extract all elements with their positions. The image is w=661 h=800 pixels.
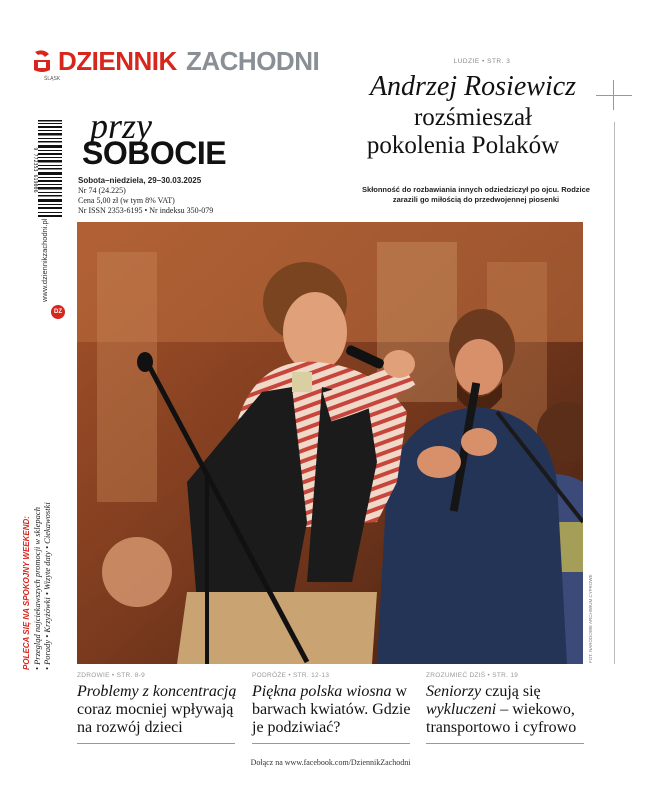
teaser-zdrowie[interactable] xyxy=(77,672,237,744)
cover-headline-name[interactable]: Andrzej Rosiewicz xyxy=(369,71,577,102)
brand-zachodni[interactable]: ZACHODNI xyxy=(186,46,320,76)
site-url[interactable]: www.dziennikzachodni.pl xyxy=(40,218,49,302)
brand-dziennik[interactable]: DZIENNIK xyxy=(58,46,177,76)
promo-item-1: • Przegląd najciekawszych promocji w sklepach xyxy=(32,507,42,670)
barcode-icon xyxy=(28,120,62,218)
teaser-title[interactable]: Seniorzy czują się wykluczeni – wiekowo, transportowo i cyfrowo xyxy=(426,683,577,736)
dz-logo-icon xyxy=(32,48,54,74)
issue-price: Cena 5,00 zł (w tym 8% VAT) xyxy=(78,196,175,205)
edition-label: ŚLĄSK xyxy=(44,76,61,82)
teaser-kicker: ZROZUMIEĆ DZIŚ • STR. 19 xyxy=(426,672,519,679)
right-divider xyxy=(614,122,615,664)
cover-kicker[interactable]: LUDZIE • STR. 3 xyxy=(453,58,511,65)
supplement-przy: przy xyxy=(90,106,152,146)
teaser-podroze[interactable] xyxy=(252,672,412,744)
issue-date: Sobota–niedziela, 29–30.03.2025 xyxy=(78,176,202,185)
issue-number: Nr 74 (24.225) xyxy=(78,186,126,195)
teaser-kicker: PODRÓŻE • STR. 12-13 xyxy=(252,672,330,679)
svg-text:9 772353 619006: 9 772353 619006 xyxy=(32,147,38,193)
teaser-zrozumiec[interactable] xyxy=(426,672,586,744)
teaser-title[interactable]: Problemy z koncentracją coraz mocniej wpływają na rozwój dzieci xyxy=(77,683,237,736)
crop-mark-vertical xyxy=(613,80,614,110)
teaser-title[interactable]: Piękna polska wiosna w barwach kwiatów. Gdzie je podziwiać? xyxy=(252,683,411,736)
photo-credit: FOT. NARODOWE ARCHIWUM CYFROWE xyxy=(588,574,593,663)
issue-issn: Nr ISSN 2353-6195 • Nr indeksu 350-079 xyxy=(78,206,214,215)
teaser-rule xyxy=(252,743,410,744)
cover-photo[interactable] xyxy=(77,222,583,664)
cover-headline-line3[interactable]: pokolenia Polaków xyxy=(366,132,560,159)
cover-headline-line2[interactable]: rozśmieszał xyxy=(413,104,532,131)
promo-head: POLECA SIĘ NA SPOKOJNY WEEKEND: xyxy=(22,516,31,670)
supplement-title: SOBOCIE xyxy=(82,135,227,171)
teaser-kicker: ZDROWIE • STR. 8-9 xyxy=(77,672,145,679)
promo-vertical xyxy=(20,500,80,670)
promo-item-2: • Porady • Krzyżówki • Wizyte daty • Ciekawostki xyxy=(42,502,52,670)
crop-mark-horizontal xyxy=(596,95,632,96)
edition-info xyxy=(78,176,213,216)
teaser-rule xyxy=(77,743,235,744)
dz-badge: DZ xyxy=(51,305,65,319)
footer-facebook[interactable]: Dołącz na www.facebook.com/DziennikZachodni xyxy=(250,758,411,767)
teaser-rule xyxy=(426,743,584,744)
cover-lede: Skłonność do rozbawiania innych odziedziczył po ojcu. Rodzice zarazili go miłością do przedwojennej piosenki xyxy=(362,185,590,204)
photo-credit-vertical xyxy=(588,574,598,665)
